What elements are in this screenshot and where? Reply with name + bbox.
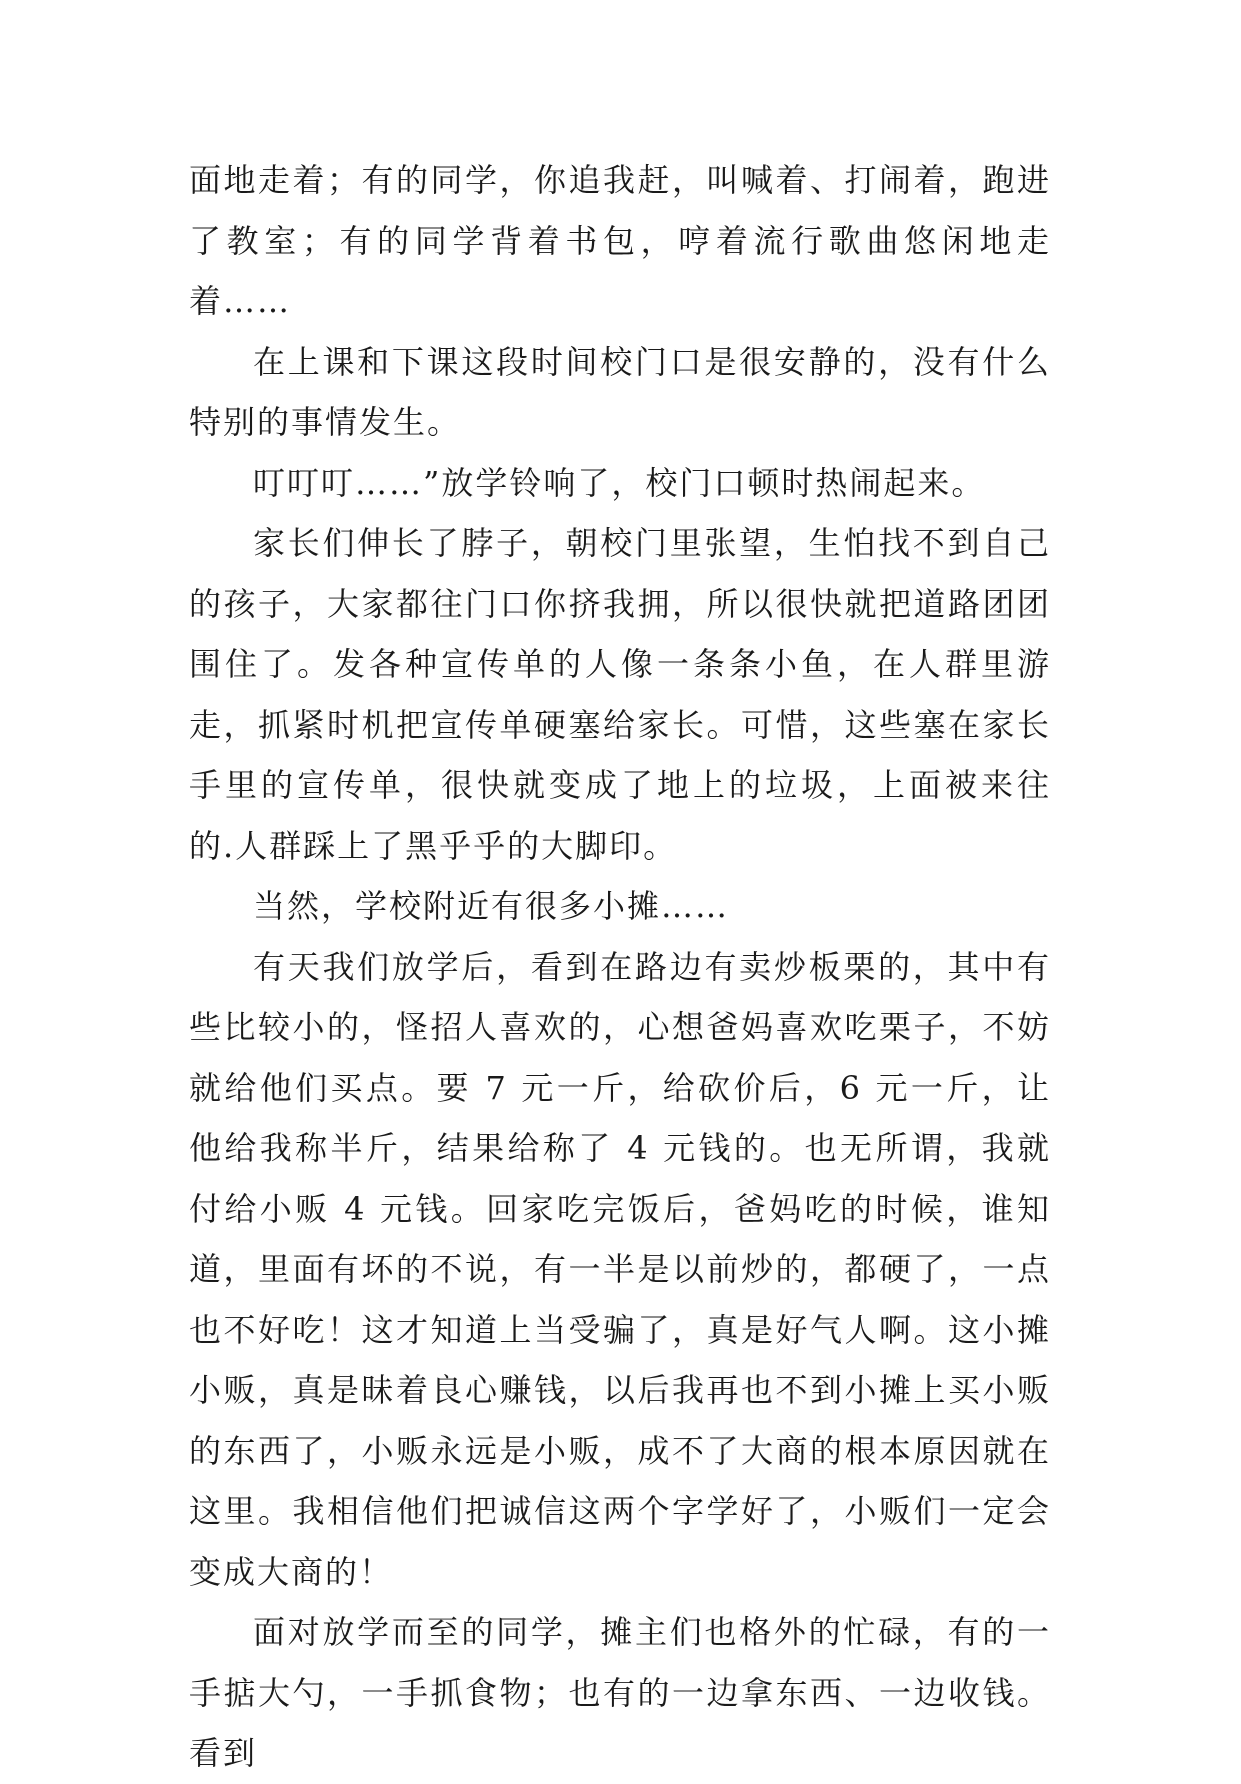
- paragraph: 面地走着；有的同学，你追我赶，叫喊着、打闹着，跑进了教室；有的同学背着书包，哼着流行歌曲悠闲地走着……: [189, 161, 1051, 320]
- paragraph: 面对放学而至的同学，摊主们也格外的忙碌，有的一手掂大勺，一手抓食物；也有的一边拿东西、一边收钱。看到: [189, 1613, 1051, 1772]
- paragraph: 当然，学校附近有很多小摊……: [253, 887, 730, 925]
- paragraph: 有天我们放学后，看到在路边有卖炒板栗的，其中有些比较小的，怪招人喜欢的，心想爸妈喜欢吃栗子，不妨就给他们买点。要 7 元一斤，给砍价后，6 元一斤，让他给我称半斤，结果给称了 4 元钱的。也无所谓，我就付给小贩 4 元钱。回家吃完饭后，爸妈吃的时候，谁知道，里面有坏的不说，有一半是以前炒的，都硬了，一点也不好吃！这才知道上当受骗了，真是好气人啊。这小摊小贩，真是昧着良心赚钱，以后我再也不到小摊上买小贩的东西了，小贩永远是小贩，成不了大商的根本原因就在这里。我相信他们把诚信这两个字学好了，小贩们一定会变成大商的！: [189, 947, 1051, 1591]
- document-body: [189, 150, 1051, 1784]
- paragraph: 家长们伸长了脖子，朝校门里张望，生怕找不到自己的孩子，大家都往门口你挤我拥，所以很快就把道路团团围住了。发各种宣传单的人像一条条小鱼，在人群里游走，抓紧时机把宣传单硬塞给家长。可惜，这些塞在家长手里的宣传单，很快就变成了地上的垃圾，上面被来往的.人群踩上了黑乎乎的大脚印。: [189, 524, 1051, 865]
- paragraph: 在上课和下课这段时间校门口是很安静的，没有什么特别的事情发生。: [189, 342, 1051, 441]
- paragraph: 叮叮叮……”放学铃响了，校门口顿时热闹起来。: [253, 463, 986, 502]
